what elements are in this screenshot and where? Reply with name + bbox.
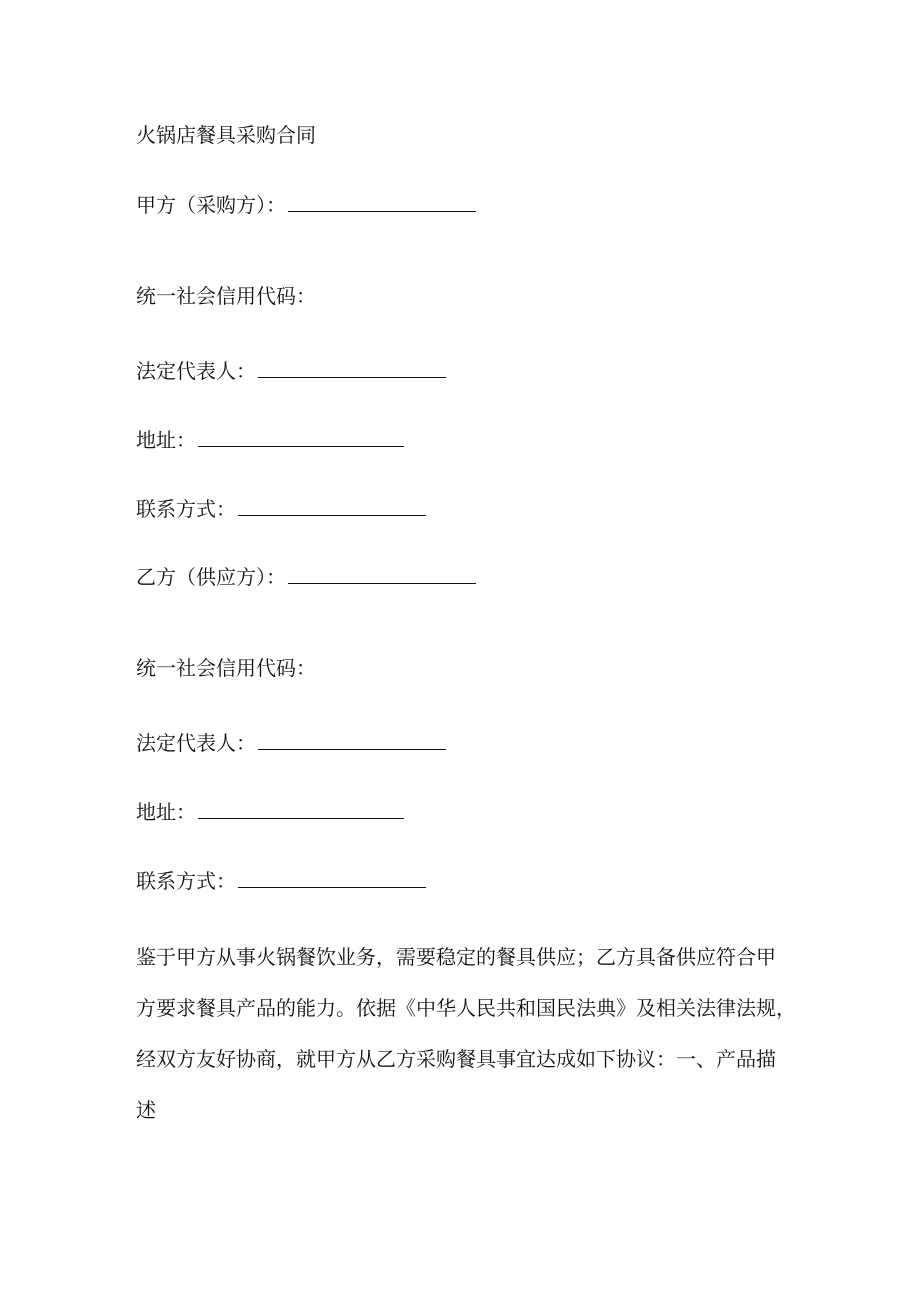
party-a-contact-blank: [238, 495, 426, 516]
party-b-contact-field: [136, 867, 426, 894]
party-b-address-field: [136, 798, 404, 825]
party-b-contact-blank: [238, 867, 426, 888]
party-b-credit-code-label: 统一社会信用代码：: [136, 656, 316, 680]
party-a-name-blank: [288, 191, 476, 212]
party-a-legal-rep-blank: [258, 357, 446, 378]
party-b-legal-rep-blank: [258, 729, 446, 750]
party-a-contact-label: 联系方式：: [136, 497, 236, 521]
party-b-contact-label: 联系方式：: [136, 869, 236, 893]
preamble-paragraph: [136, 932, 808, 1136]
party-b-name-blank: [288, 563, 476, 584]
party-b-name-label: 乙方（供应方）：: [136, 565, 286, 589]
document-title: [136, 122, 316, 148]
party-a-contact-field: [136, 495, 426, 522]
party-b-legal-rep-label: 法定代表人：: [136, 731, 256, 755]
party-a-credit-code-field: [136, 283, 316, 309]
preamble-line: 方要求餐具产品的能力。依据《中华人民共和国民法典》及相关法律法规，: [136, 996, 796, 1020]
preamble-line: 述: [136, 1098, 156, 1122]
party-a-name-label: 甲方（采购方）：: [136, 193, 286, 217]
party-a-credit-code-label: 统一社会信用代码：: [136, 284, 316, 308]
party-b-address-blank: [198, 798, 404, 819]
party-b-credit-code-field: [136, 655, 316, 681]
party-b-name-field: [136, 563, 476, 590]
party-a-name-field: [136, 191, 476, 218]
party-a-address-field: [136, 426, 404, 453]
party-b-legal-rep-field: [136, 729, 446, 756]
preamble-line: 鉴于甲方从事火锅餐饮业务，需要稳定的餐具供应；乙方具备供应符合甲: [136, 945, 776, 969]
party-b-address-label: 地址：: [136, 800, 196, 824]
preamble-line: 经双方友好协商，就甲方从乙方采购餐具事宜达成如下协议：一、产品描: [136, 1047, 776, 1071]
party-a-address-label: 地址：: [136, 428, 196, 452]
party-a-legal-rep-field: [136, 357, 446, 384]
party-a-legal-rep-label: 法定代表人：: [136, 359, 256, 383]
party-a-address-blank: [198, 426, 404, 447]
title-text: 火锅店餐具采购合同: [136, 123, 316, 147]
